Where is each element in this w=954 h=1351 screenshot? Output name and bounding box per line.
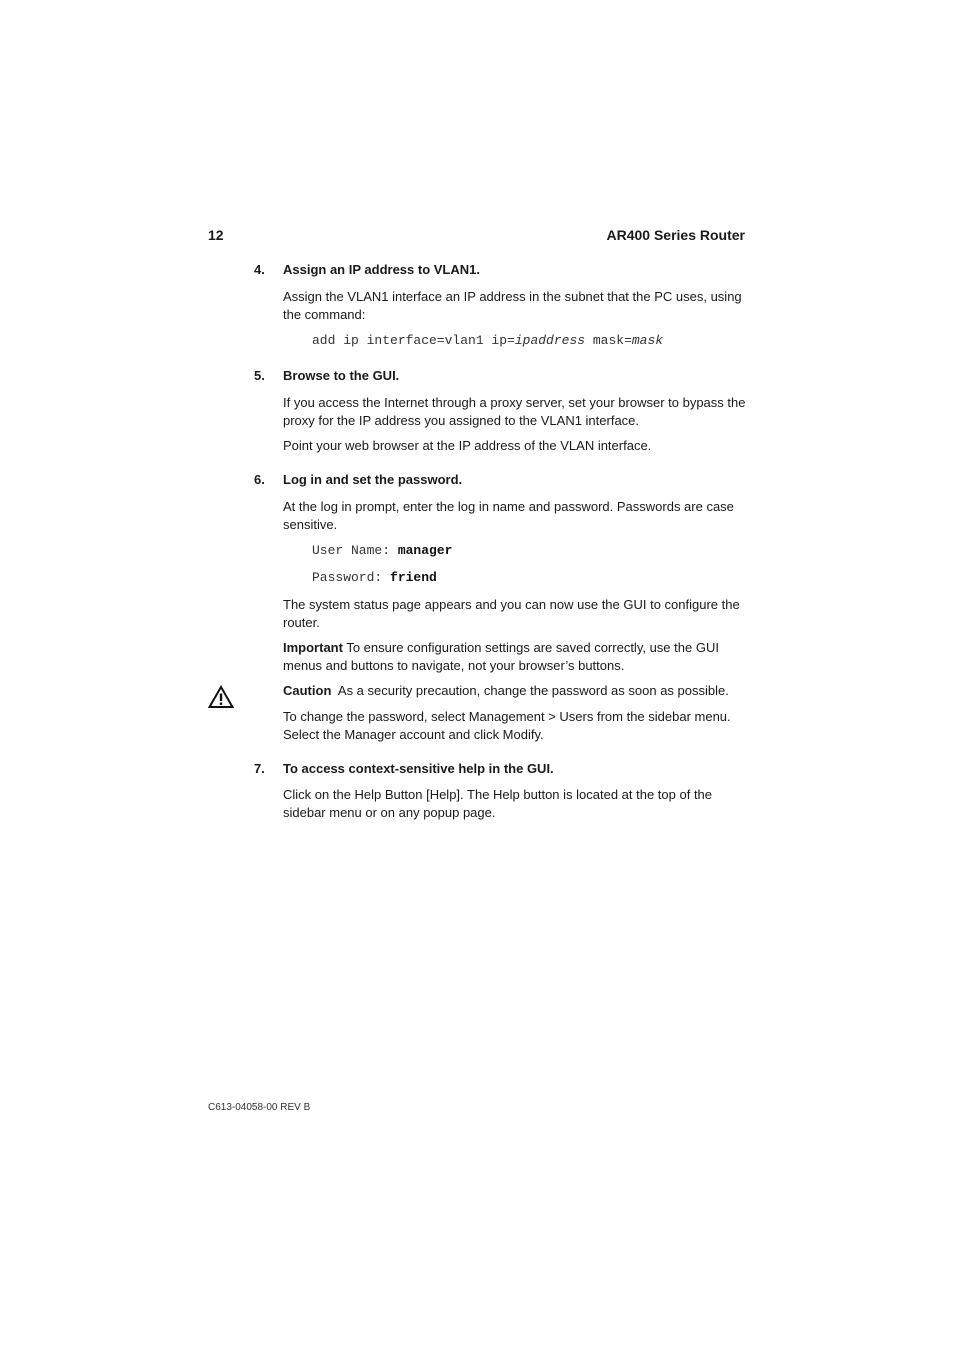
password-value: friend [390,570,437,585]
page-number: 12 [208,227,224,243]
step-4-command [312,333,663,348]
step-4-paragraph: Assign the VLAN1 interface an IP address in the subnet that the PC uses, using the command: [283,289,742,322]
step-5-number: 5. [254,368,265,383]
warning-triangle-icon [208,685,234,709]
caution-note [283,682,749,700]
step-6-paragraph-1: At the log in prompt, enter the log in name and password. Passwords are case sensitive. [283,499,734,532]
step-4-number: 4. [254,262,265,277]
command-mask-label: mask= [585,333,632,348]
step-6-title: Log in and set the password. [283,472,463,487]
important-text: To ensure configuration settings are saved correctly, use the GUI menus and buttons to navigate, not your browser’s buttons. [283,640,719,673]
step-5-paragraph-1: If you access the Internet through a proxy server, set your browser to bypass the proxy for the IP address you assigned to the VLAN1 interface. [283,395,746,428]
important-label: Important [283,640,343,655]
step-6-paragraph-3: To change the password, select Management > Users from the sidebar menu. Select the Manager account and click Modify. [283,709,731,742]
username-value: manager [397,543,453,558]
command-mask-variable: mask [631,333,664,348]
password-label: Password: [312,570,391,585]
document-id-footer: C613-04058-00 REV B [208,1102,311,1113]
running-header-title: AR400 Series Router [606,227,745,243]
step-4-title: Assign an IP address to VLAN1. [283,262,480,277]
command-ip-variable: ipaddress [514,333,586,348]
step-6-paragraph-2: The system status page appears and you can now use the GUI to configure the router. [283,597,740,630]
step-5-title: Browse to the GUI. [283,368,400,383]
login-username-line [312,543,452,558]
command-prefix: add ip interface=vlan1 ip= [312,333,515,348]
step-7-paragraph: Click on the Help Button [Help]. The Help button is located at the top of the sidebar menu or on any popup page. [283,787,713,820]
caution-label: Caution [283,683,332,698]
caution-text: As a security precaution, change the password as soon as possible. [331,683,729,698]
step-7-number: 7. [254,761,265,776]
login-password-line [312,570,437,585]
step-7-title: To access context-sensitive help in the GUI. [283,761,554,776]
important-note [283,639,749,674]
username-label: User Name: [312,543,398,558]
step-5-paragraph-2: Point your web browser at the IP address of the VLAN interface. [283,438,652,453]
step-6-number: 6. [254,472,265,487]
